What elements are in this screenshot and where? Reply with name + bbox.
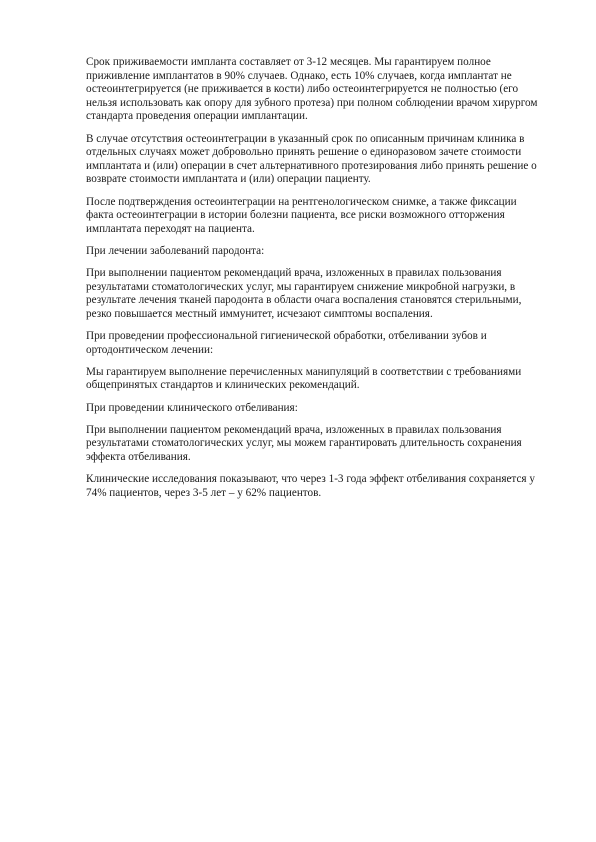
heading-periodontal-treatment: При лечении заболеваний пародонта: bbox=[86, 244, 265, 257]
heading-clinical-whitening: При проведении клинического отбеливания: bbox=[86, 401, 298, 414]
paragraph-after-confirmation: После подтверждения остеоинтеграции на рентгенологическом снимке, а также фиксации факта остеоинтеграции в истории болезни пациента, все риски возможного отторжения имплантата переходят на пациента. bbox=[86, 195, 517, 235]
heading-hygiene-whitening-ortho: При проведении профессиональной гигиенической обработки, отбеливании зубов и ортодонтическом лечении: bbox=[86, 330, 487, 356]
document-body bbox=[86, 56, 546, 509]
paragraph-no-osseointegration: В случае отсутствия остеоинтеграции в указанный срок по описанным причинам клиника в отдельных случаях может добровольно принять решение о единоразовом зачете стоимости имплантата и (или) операции в счет альтернативного протезирования либо принять решение о возврате стоимости имплантата и (или) операции пациенту. bbox=[86, 132, 537, 186]
paragraph-standards-guarantee: Мы гарантируем выполнение перечисленных манипуляций в соответствии с требованиями общепринятых стандартов и клинических рекомендаций. bbox=[86, 365, 522, 392]
paragraph-implant-survival: Срок приживаемости импланта составляет от 3-12 месяцев. Мы гарантируем полное приживление имплантатов в 90% случаев. Однако, есть 10% случаев, когда имплантат не остеоинтегрируется (не приживается в кости) либо остеоинтегрируется не полностью (его нельзя использовать как опору для зубного протеза) при полном соблюдении врачом хирургом стандарта проведения операции имплантации. bbox=[86, 56, 538, 123]
paragraph-whitening-guarantee: При выполнении пациентом рекомендаций врача, изложенных в правилах пользования результатами стоматологических услуг, мы можем гарантировать длительность сохранения эффекта отбеливания. bbox=[86, 423, 522, 463]
paragraph-clinical-studies: Клинические исследования показывают, что через 1-3 года эффект отбеливания сохраняется у 74% пациентов, через 3-5 лет – у 62% пациентов. bbox=[86, 473, 535, 499]
paragraph-periodontal-guarantee: При выполнении пациентом рекомендаций врача, изложенных в правилах пользования результатами стоматологических услуг, мы гарантируем снижение микробной нагрузки, в результате лечения тканей пародонта в области очага воспаления становятся стерильными, резко повышается местный иммунитет, исчезают симптомы воспаления. bbox=[86, 267, 522, 320]
